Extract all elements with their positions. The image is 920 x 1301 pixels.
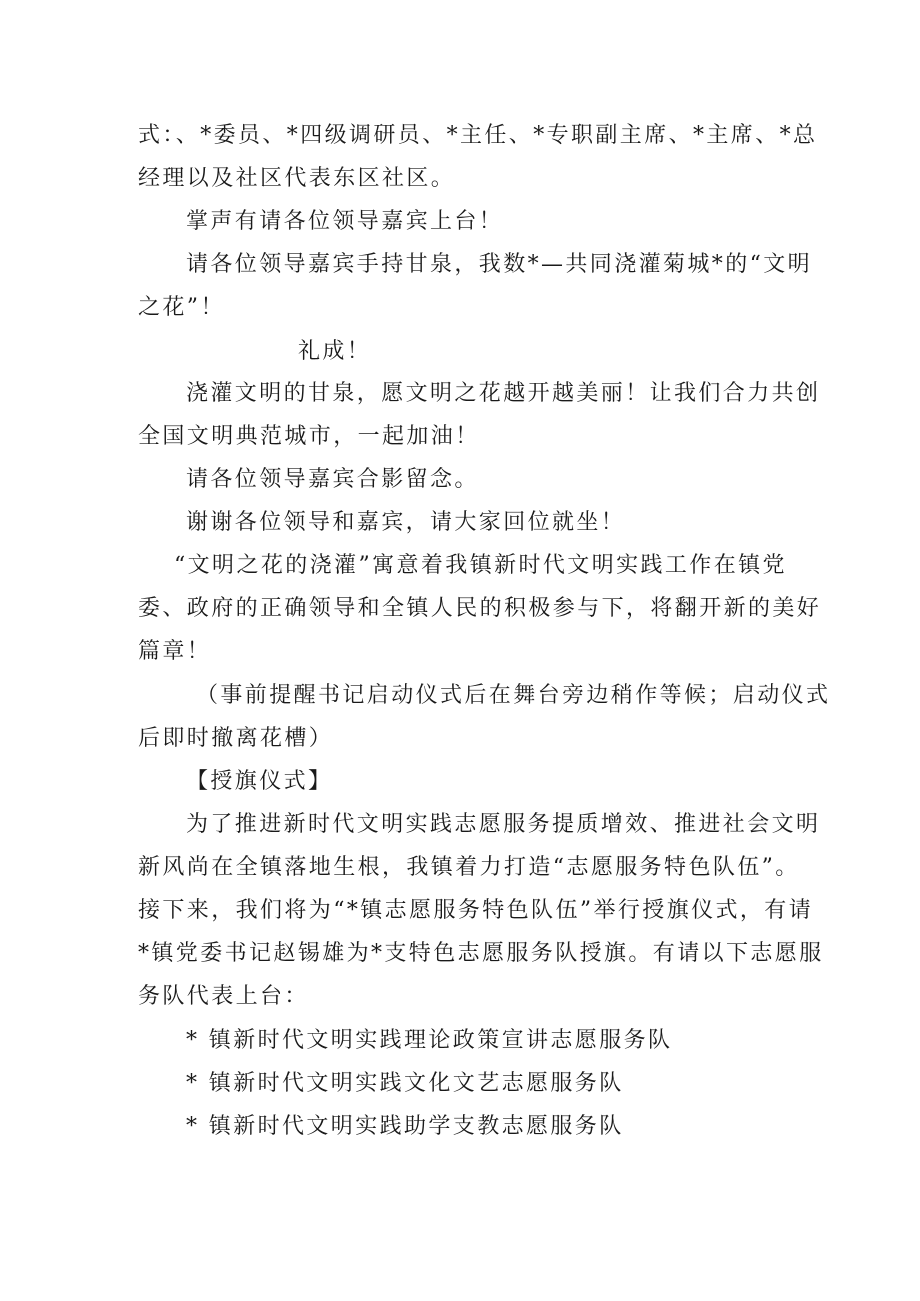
list-item-volunteer-team <box>138 1062 792 1105</box>
paragraph-guest-list <box>138 114 818 200</box>
paragraph-thanks <box>138 501 792 544</box>
text-line: 新风尚在全镇落地生根，我镇着力打造“志愿服务特色队伍”。 <box>138 855 800 880</box>
text-line: 经理以及社区代表东区社区。 <box>138 166 456 191</box>
paragraph-ceremony-complete <box>138 330 792 373</box>
text-line: 掌声有请各位领导嘉宾上台！ <box>186 209 504 234</box>
text-line: 后即时撤离花槽） <box>138 726 334 751</box>
text-line: “文明之花的浇灌”寓意着我镇新时代文明实践工作在镇党 <box>174 553 787 578</box>
text-line: 为了推进新时代文明实践志愿服务提质增效、推进社会文明 <box>186 812 821 837</box>
text-line: * 镇新时代文明实践助学支教志愿服务队 <box>186 1114 624 1139</box>
text-line: 全国文明典范城市，一起加油！ <box>138 424 480 449</box>
text-line: 务队代表上台： <box>138 984 309 1009</box>
text-line: *镇党委书记赵锡雄为*支特色志愿服务队授旗。有请以下志愿服 <box>138 941 824 966</box>
text-line: 篇章！ <box>138 639 212 664</box>
text-line: 谢谢各位领导和嘉宾，请大家回位就坐！ <box>186 510 626 535</box>
text-line: * 镇新时代文明实践理论政策宣讲志愿服务队 <box>186 1028 673 1053</box>
paragraph-civilization-wish <box>138 372 821 458</box>
paragraph-meaning <box>138 544 822 673</box>
text-line: 请各位领导嘉宾手持甘泉，我数*—共同浇灌菊城*的“文明 <box>186 252 813 277</box>
text-line: 【授旗仪式】 <box>186 769 333 794</box>
text-line: 之花”！ <box>138 295 225 320</box>
text-line: 委、政府的正确领导和全镇人民的积极参与下，将翻开新的美好 <box>138 596 822 621</box>
list-item-volunteer-team <box>138 1105 792 1148</box>
text-line: 式：、*委员、*四级调研员、*主任、*专职副主席、*主席、*总 <box>138 123 818 148</box>
section-heading-flag-ceremony <box>138 760 792 803</box>
paragraph-group-photo <box>138 458 792 501</box>
paragraph-flag-intro <box>138 803 824 1018</box>
list-item-volunteer-team <box>138 1019 792 1062</box>
text-line: 请各位领导嘉宾合影留念。 <box>186 467 479 492</box>
text-line: （事前提醒书记启动仪式后在舞台旁边稍作等候；启动仪式 <box>196 683 831 708</box>
text-line: 礼成！ <box>298 339 372 364</box>
text-line: 浇灌文明的甘泉，愿文明之花越开越美丽！让我们合力共创 <box>186 381 821 406</box>
text-line: * 镇新时代文明实践文化文艺志愿服务队 <box>186 1071 624 1096</box>
paragraph-reminder-note <box>138 674 831 760</box>
paragraph-watering-instruction <box>138 243 813 329</box>
paragraph-invite-guests <box>138 200 792 243</box>
text-line: 接下来，我们将为“*镇志愿服务特色队伍”举行授旗仪式，有请 <box>138 898 814 923</box>
